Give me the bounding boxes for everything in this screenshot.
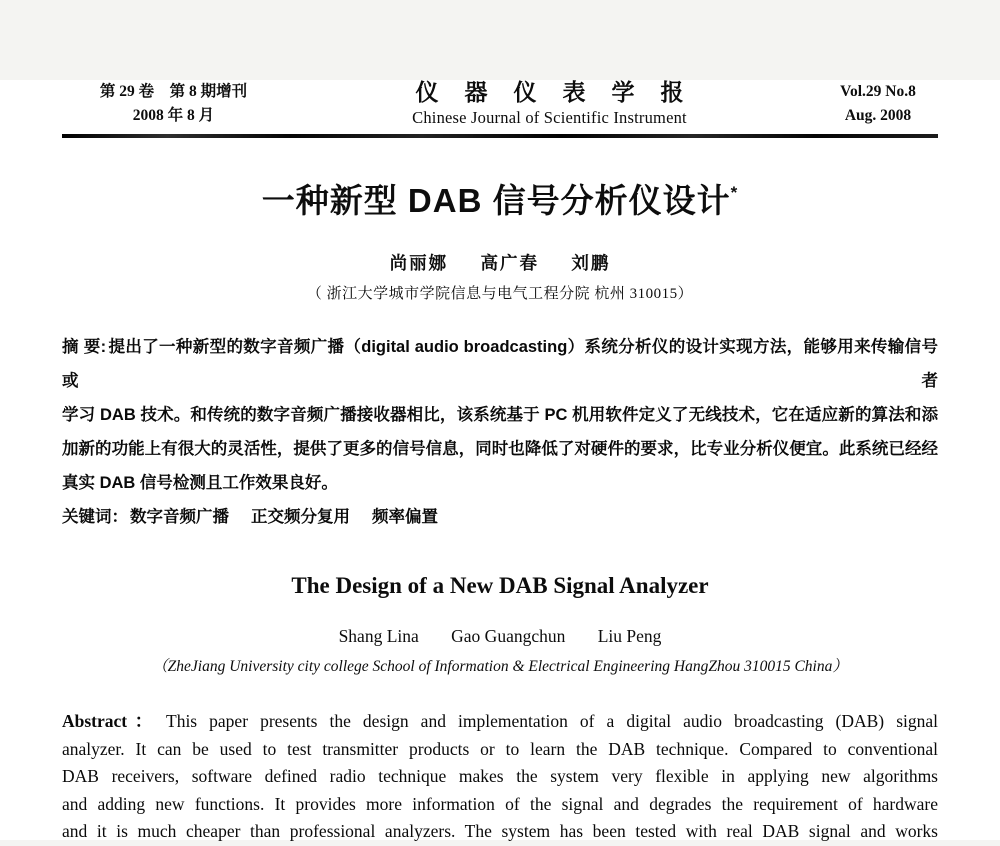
date-en: Aug. 2008 (844, 107, 912, 124)
volume-issue-cn: 第 29 卷 第 8 期增刊 (99, 83, 248, 100)
journal-title-block (281, 80, 818, 129)
abstract-en-text-1: This paper presents the design and implementation of a digital audio broadcasting (DAB) signal (166, 711, 938, 731)
scanned-paper-page (0, 80, 1000, 840)
header-vol-info (818, 80, 938, 128)
keyword-cn-1: 数字音频广播 (130, 508, 229, 526)
header-divider-rule (62, 134, 938, 138)
keyword-cn-2: 正交频分复用 (251, 508, 350, 526)
article-title-cn-text: 一种新型 DAB 信号分析仪设计 (261, 182, 731, 219)
abstract-en-line-4: and adding new functions. It provides more information of the signal and degrades the requirement of hardware (62, 793, 938, 814)
abstract-en-line-5: and it is much cheaper than professional analyzers. The system has been tested with real DAB signal and works (62, 821, 938, 841)
author-cn-2: 高广春 (480, 253, 539, 273)
article-title-cn (62, 171, 938, 223)
author-en-2: Gao Guangchun (451, 626, 566, 646)
abstract-cn-label: 摘 要: (62, 338, 107, 356)
affiliation-cn: （ 浙江大学城市学院信息与电气工程分院 杭州 310015） (306, 286, 694, 302)
abstract-en-line-1 (62, 708, 938, 736)
abstract-cn-line-2: 学习 DAB 技术。和传统的数字音频广播接收器相比，该系统基于 PC 机用软件定义了无线技术，它在适应新的算法和添 (62, 406, 938, 424)
abstract-cn-line-4: 真实 DAB 信号检测且工作效果良好。 (62, 474, 338, 492)
title-footnote-asterisk: * (730, 183, 739, 202)
article-title-en: The Design of a New DAB Signal Analyzer (291, 573, 709, 598)
abstract-cn-line-1 (62, 330, 938, 398)
page-content (0, 80, 1000, 846)
journal-title-cn: 仪器仪表学报 (415, 80, 710, 105)
abstract-en-label: Abstract： (62, 711, 160, 731)
author-cn-3: 刘鹏 (571, 253, 611, 273)
authors-en (62, 626, 938, 647)
journal-header (62, 80, 938, 129)
volume-issue-en: Vol.29 No.8 (840, 83, 916, 100)
keywords-cn (62, 500, 938, 534)
author-en-3: Liu Peng (597, 626, 662, 646)
header-issue-info (62, 80, 281, 128)
abstract-cn-text-1: 提出了一种新型的数字音频广播（digital audio broadcasting）系统分析仪的设计实现方法，能够用来传输信号或者 (62, 338, 938, 390)
journal-title-en: Chinese Journal of Scientific Instrument (412, 108, 687, 127)
author-en-1: Shang Lina (338, 626, 419, 646)
keyword-cn-3: 频率偏置 (372, 508, 438, 526)
author-cn-1: 尚丽娜 (389, 253, 449, 273)
abstract-en-line-3: DAB receivers, software defined radio technique makes the system very flexible in applying new algorithms (62, 766, 938, 786)
authors-cn (62, 250, 938, 275)
affiliation-en: （ZheJiang University city college School of Information & Electrical Engineering HangZhou 310015 China） (152, 658, 848, 675)
abstract-en (62, 708, 938, 846)
abstract-en-line-2: analyzer. It can be used to test transmitter products or to learn the DAB technique. Compared to conventional (62, 738, 938, 759)
abstract-cn (62, 330, 938, 534)
date-cn: 2008 年 8 月 (132, 107, 215, 124)
keywords-cn-label: 关键词： (62, 508, 128, 526)
abstract-cn-line-3: 加新的功能上有很大的灵活性，提供了更多的信号信息，同时也降低了对硬件的要求，比专业分析仪便宜。此系统已经经 (62, 440, 938, 458)
